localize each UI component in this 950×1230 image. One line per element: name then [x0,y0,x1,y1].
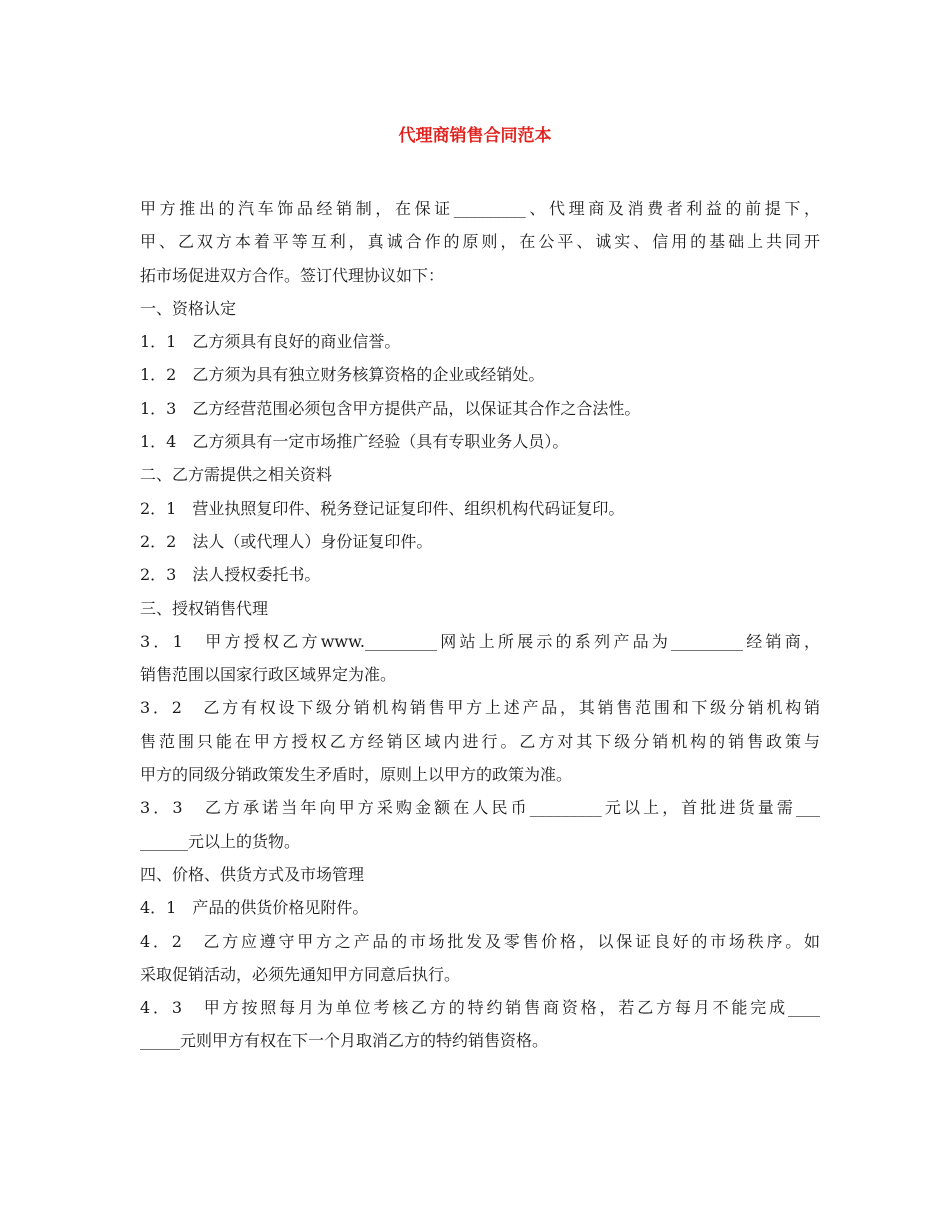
document-line: 一、资格认定 [140,298,237,318]
document-title: 代理商销售合同范本 [398,126,552,146]
document-line: _____元则甲方有权在下一个月取消乙方的特约销售资格。 [140,1031,549,1051]
document-line: 甲、乙双方本着平等互利，真诚合作的原则，在公平、诚实、信用的基础上共同开 [140,232,820,252]
document-line: 拓市场促进双方合作。签订代理协议如下： [140,265,445,285]
document-line: 四、价格、供货方式及市场管理 [140,864,365,884]
document-line: 1．3 乙方经营范围必须包含甲方提供产品，以保证其合作之合法性。 [140,398,641,418]
document-line: 采取促销活动，必须先通知甲方同意后执行。 [140,964,461,984]
document-line: 3．1 甲方授权乙方www._________网站上所展示的系列产品为_________经销商， [140,631,820,651]
document-line: 4．1 产品的供货价格见附件。 [140,898,369,918]
document-line: 售范围只能在甲方授权乙方经销区域内进行。乙方对其下级分销机构的销售政策与 [140,731,820,751]
document-line: 3．3 乙方承诺当年向甲方采购金额在人民币_________元以上，首批进货量需___ [140,798,820,818]
document-line: 2．3 法人授权委托书。 [140,565,321,585]
document-line: 二、乙方需提供之相关资料 [140,465,333,485]
document-line: 4．2 乙方应遵守甲方之产品的市场批发及零售价格，以保证良好的市场秩序。如 [140,931,820,951]
document-line: 销售范围以国家行政区域界定为准。 [140,665,397,685]
document-line: 1．2 乙方须为具有独立财务核算资格的企业或经销处。 [140,365,545,385]
document-line: 2．2 法人（或代理人）身份证复印件。 [140,531,433,551]
document-line: 三、授权销售代理 [140,598,269,618]
document-line: 3．2 乙方有权设下级分销机构销售甲方上述产品，其销售范围和下级分销机构销 [140,698,820,718]
document-line: 甲方的同级分销政策发生矛盾时，原则上以甲方的政策为准。 [140,765,573,785]
document-line: 1．1 乙方须具有良好的商业信誉。 [140,332,401,352]
document-line: 4．3 甲方按照每月为单位考核乙方的特约销售商资格，若乙方每月不能完成____ [140,998,820,1018]
document-line: 甲方推出的汽车饰品经销制，在保证_________、代理商及消费者利益的前提下， [140,199,820,218]
document-line: 2．1 营业执照复印件、税务登记证复印件、组织机构代码证复印。 [140,498,625,518]
document-line: 1．4 乙方须具有一定市场推广经验（具有专职业务人员）。 [140,432,569,452]
document-body [140,192,820,1058]
document-line: ______元以上的货物。 [140,831,301,851]
